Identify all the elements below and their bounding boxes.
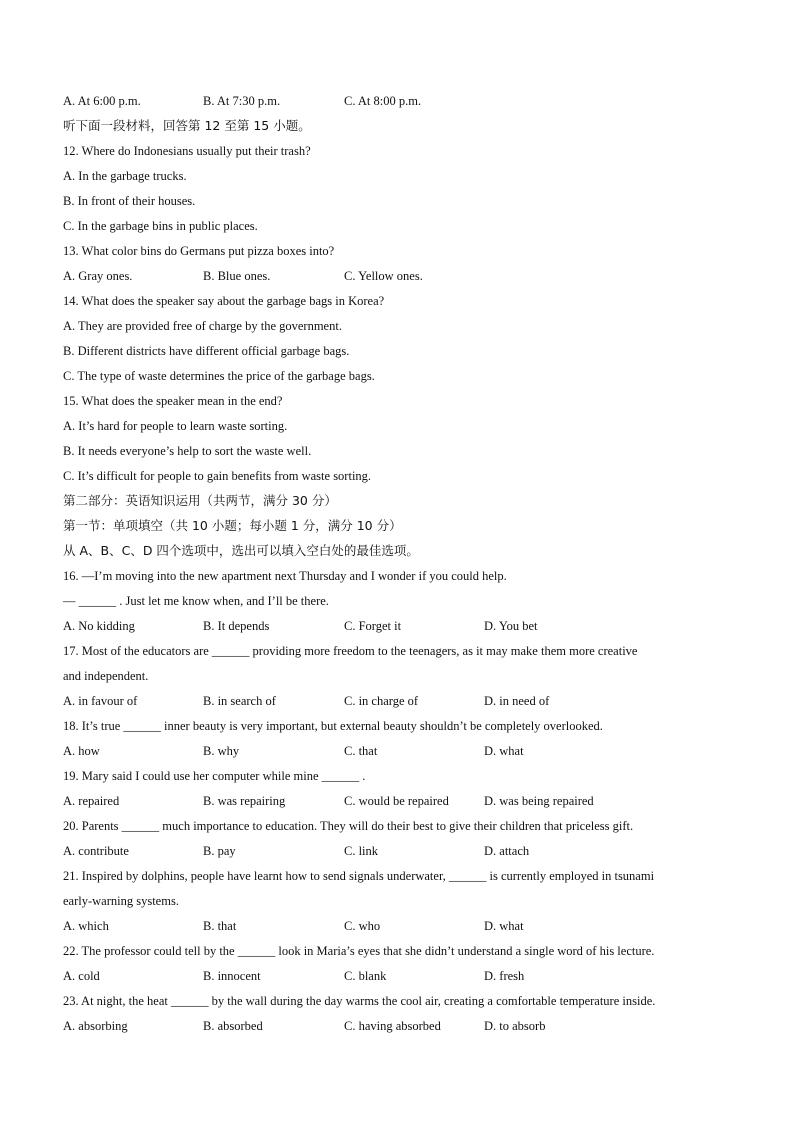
answer-option: B. that (203, 919, 237, 933)
answer-option: C. who (344, 919, 381, 933)
section-instruction: 从 A、B、C、D 四个选项中，选出可以填入空白处的最佳选项。 (63, 543, 419, 558)
answer-option: B. was repairing (203, 794, 286, 808)
answer-option: C. At 8:00 p.m. (344, 94, 422, 108)
question-text-line: 15. What does the speaker mean in the end? (63, 394, 283, 408)
question-text-line: A. In the garbage trucks. (63, 169, 187, 183)
answer-option: C. would be repaired (344, 794, 449, 808)
answer-option: D. attach (484, 844, 530, 858)
answer-option: A. in favour of (63, 694, 138, 708)
section-instruction: 听下面一段材料，回答第 12 至第 15 小题。 (63, 118, 311, 133)
question-text-line: C. The type of waste determines the price of the garbage bags. (63, 369, 375, 383)
answer-option: D. what (484, 744, 524, 758)
answer-option: C. blank (344, 969, 387, 983)
question-text-line: 16. —I’m moving into the new apartment next Thursday and I wonder if you could help. (63, 569, 507, 583)
question-text-line: 21. Inspired by dolphins, people have learnt how to send signals underwater, ______ is currently employed in tsunami (63, 869, 655, 883)
question-text-line: B. In front of their houses. (63, 194, 196, 208)
question-text-line: A. They are provided free of charge by the government. (63, 319, 342, 333)
answer-option: B. innocent (203, 969, 261, 983)
question-text-line: A. It’s hard for people to learn waste sorting. (63, 419, 288, 433)
answer-option: A. No kidding (63, 619, 135, 633)
question-text-line: 12. Where do Indonesians usually put their trash? (63, 144, 311, 158)
answer-option: A. cold (63, 969, 100, 983)
answer-option: D. in need of (484, 694, 550, 708)
answer-option: D. fresh (484, 969, 525, 983)
question-text-line: B. Different districts have different official garbage bags. (63, 344, 350, 358)
answer-option: C. Forget it (344, 619, 402, 633)
question-text-line: early-warning systems. (63, 894, 179, 908)
question-text-line: C. In the garbage bins in public places. (63, 219, 258, 233)
question-text-line: B. It needs everyone’s help to sort the waste well. (63, 444, 312, 458)
answer-option: A. repaired (63, 794, 120, 808)
answer-option: B. At 7:30 p.m. (203, 94, 281, 108)
answer-option: C. having absorbed (344, 1019, 441, 1033)
answer-option: C. link (344, 844, 379, 858)
question-text-line: 14. What does the speaker say about the garbage bags in Korea? (63, 294, 385, 308)
question-text-line: 13. What color bins do Germans put pizza boxes into? (63, 244, 335, 258)
answer-option: B. absorbed (203, 1019, 263, 1033)
answer-option: A. At 6:00 p.m. (63, 94, 141, 108)
answer-option: B. pay (203, 844, 236, 858)
question-text-line: 17. Most of the educators are ______ providing more freedom to the teenagers, as it may make them more creative (63, 644, 638, 658)
answer-option: C. in charge of (344, 694, 419, 708)
answer-option: B. Blue ones. (203, 269, 271, 283)
answer-option: A. absorbing (63, 1019, 128, 1033)
question-text-line: and independent. (63, 669, 149, 683)
answer-option: B. in search of (203, 694, 276, 708)
answer-option: D. You bet (484, 619, 538, 633)
question-text-line: 23. At night, the heat ______ by the wall during the day warms the cool air, creating a comfortable temperature inside. (63, 994, 656, 1008)
answer-option: B. why (203, 744, 240, 758)
question-text-line: 22. The professor could tell by the ______ look in Maria’s eyes that she didn’t understand a single word of his lecture. (63, 944, 655, 958)
question-text-line: C. It’s difficult for people to gain benefits from waste sorting. (63, 469, 372, 483)
answer-option: C. that (344, 744, 378, 758)
answer-option: D. was being repaired (484, 794, 594, 808)
question-text-line: — ______ . Just let me know when, and I’ll be there. (63, 594, 329, 608)
section-instruction: 第二部分：英语知识运用（共两节，满分 30 分） (63, 493, 337, 508)
answer-option: D. what (484, 919, 524, 933)
answer-option: B. It depends (203, 619, 270, 633)
question-text-line: 18. It’s true ______ inner beauty is very important, but external beauty shouldn’t be completely overlooked. (63, 719, 603, 733)
answer-option: A. how (63, 744, 100, 758)
question-text-line: 19. Mary said I could use her computer while mine ______ . (63, 769, 366, 783)
answer-option: D. to absorb (484, 1019, 546, 1033)
answer-option: A. which (63, 919, 109, 933)
answer-option: C. Yellow ones. (344, 269, 423, 283)
answer-option: A. Gray ones. (63, 269, 133, 283)
section-instruction: 第一节：单项填空（共 10 小题；每小题 1 分，满分 10 分） (63, 518, 402, 533)
question-text-line: 20. Parents ______ much importance to education. They will do their best to give their children that priceless gift. (63, 819, 634, 833)
answer-option: A. contribute (63, 844, 129, 858)
